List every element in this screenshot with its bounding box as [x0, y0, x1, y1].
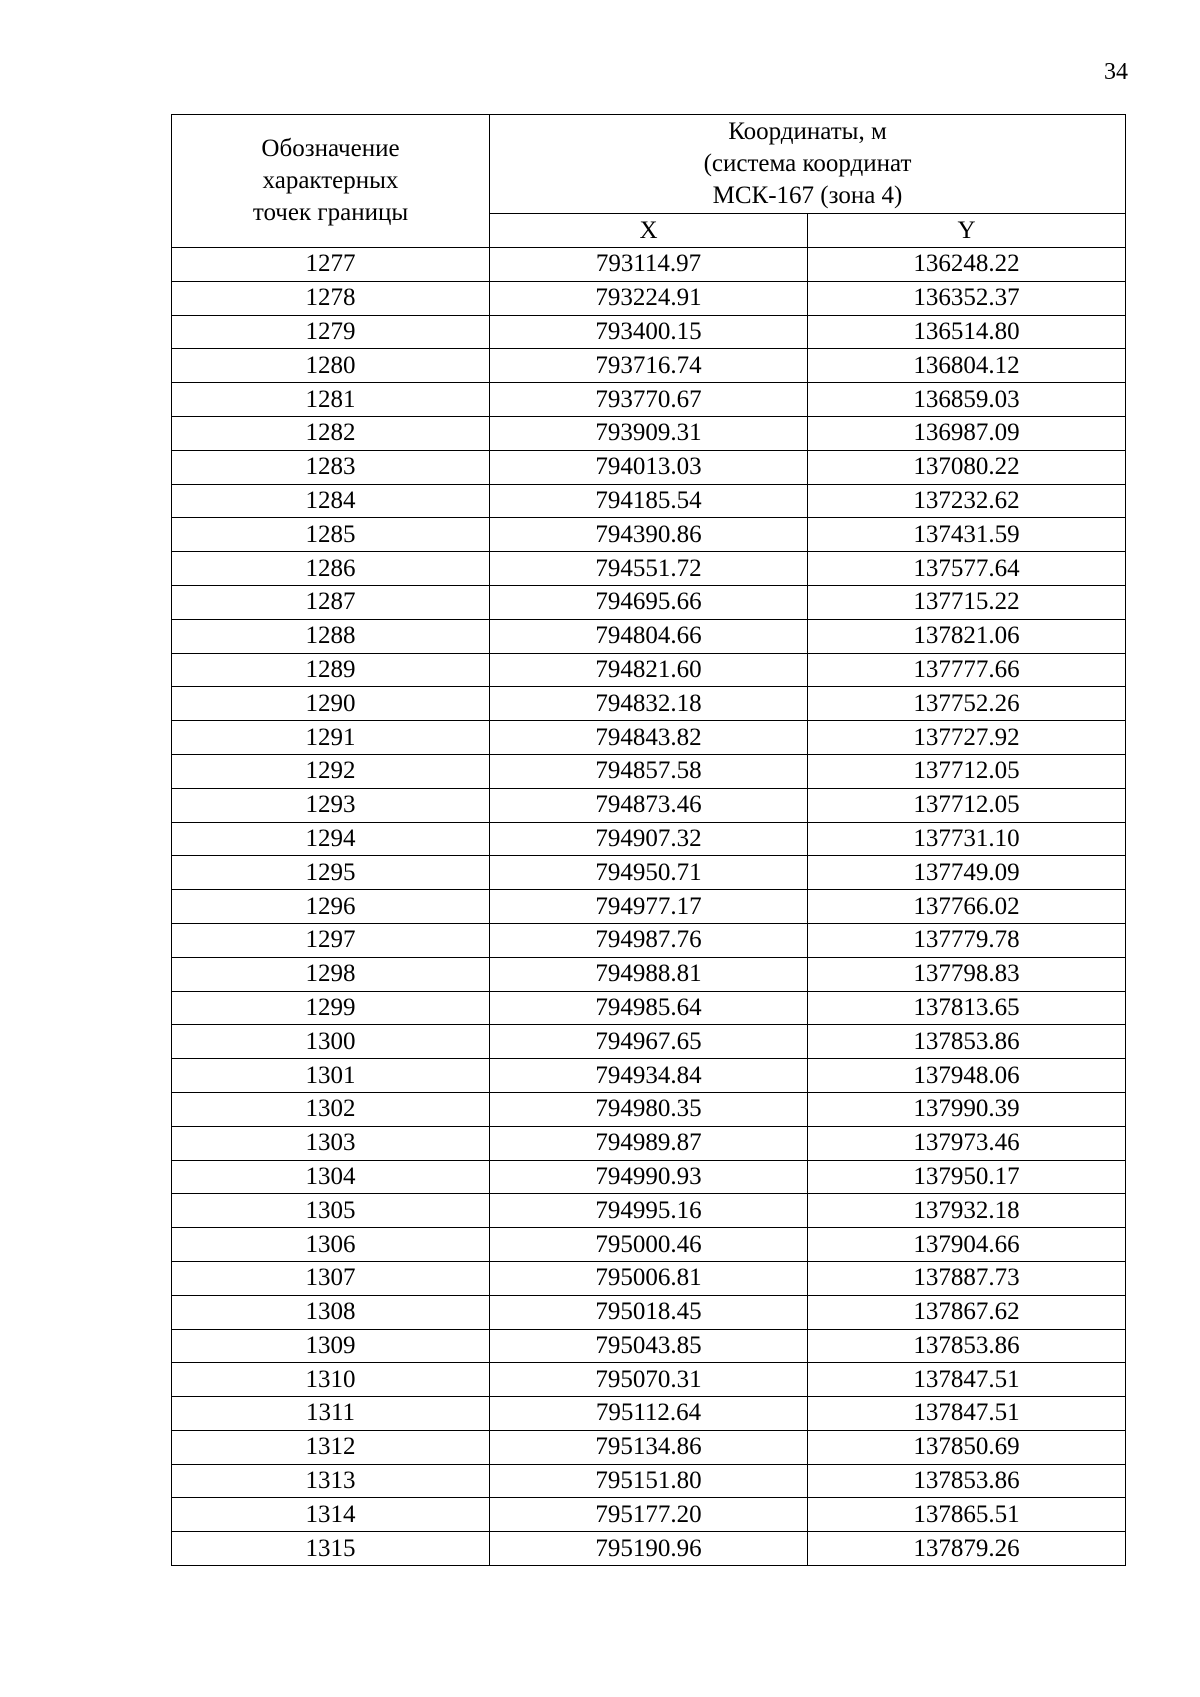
point-id-cell: 1309: [172, 1329, 490, 1363]
x-coordinate-cell: 795112.64: [490, 1397, 808, 1431]
table-row: [172, 416, 1126, 450]
table-row: [172, 484, 1126, 518]
y-coordinate-cell: 137932.18: [808, 1194, 1126, 1228]
point-id-cell: 1279: [172, 315, 490, 349]
point-id-cell: 1291: [172, 721, 490, 755]
y-coordinate-cell: 137904.66: [808, 1228, 1126, 1262]
table-row: [172, 1059, 1126, 1093]
point-id-cell: 1289: [172, 653, 490, 687]
point-id-cell: 1286: [172, 552, 490, 586]
y-coordinate-cell: 137749.09: [808, 856, 1126, 890]
table-row: [172, 1126, 1126, 1160]
y-coordinate-cell: 137973.46: [808, 1126, 1126, 1160]
coordinates-table: [171, 114, 1126, 1566]
point-id-cell: 1310: [172, 1363, 490, 1397]
point-id-cell: 1305: [172, 1194, 490, 1228]
x-coordinate-cell: 795006.81: [490, 1261, 808, 1295]
page-number: 34: [1104, 59, 1128, 85]
point-id-cell: 1281: [172, 383, 490, 417]
point-id-cell: 1308: [172, 1295, 490, 1329]
point-id-cell: 1277: [172, 248, 490, 282]
x-coordinate-cell: 795151.80: [490, 1464, 808, 1498]
y-coordinate-cell: 137950.17: [808, 1160, 1126, 1194]
table-row: [172, 383, 1126, 417]
point-id-cell: 1314: [172, 1498, 490, 1532]
y-coordinate-cell: 136804.12: [808, 349, 1126, 383]
x-coordinate-cell: 794804.66: [490, 619, 808, 653]
table-row: [172, 1194, 1126, 1228]
y-coordinate-cell: 137813.65: [808, 991, 1126, 1025]
y-coordinate-cell: 137080.22: [808, 450, 1126, 484]
point-id-cell: 1303: [172, 1126, 490, 1160]
y-coordinate-cell: 137867.62: [808, 1295, 1126, 1329]
table-row: [172, 1228, 1126, 1262]
x-coordinate-cell: 794857.58: [490, 754, 808, 788]
x-coordinate-cell: 795177.20: [490, 1498, 808, 1532]
x-coordinate-cell: 793770.67: [490, 383, 808, 417]
table-row: [172, 1397, 1126, 1431]
table-row: [172, 1092, 1126, 1126]
x-coordinate-cell: 795018.45: [490, 1295, 808, 1329]
x-coordinate-cell: 793400.15: [490, 315, 808, 349]
y-coordinate-cell: 137712.05: [808, 754, 1126, 788]
designation-header-line: характерных: [262, 167, 399, 194]
table-row: [172, 1464, 1126, 1498]
point-id-cell: 1292: [172, 754, 490, 788]
designation-header-line: Обозначение: [261, 135, 400, 162]
x-coordinate-cell: 793224.91: [490, 281, 808, 315]
y-coordinate-cell: 137853.86: [808, 1329, 1126, 1363]
y-coordinate-cell: 137577.64: [808, 552, 1126, 586]
table-row: [172, 923, 1126, 957]
x-coordinate-cell: 793716.74: [490, 349, 808, 383]
table-row: [172, 788, 1126, 822]
table-row: [172, 822, 1126, 856]
table-row: [172, 890, 1126, 924]
y-coordinate-cell: 137779.78: [808, 923, 1126, 957]
x-coordinate-cell: 794980.35: [490, 1092, 808, 1126]
table-row: [172, 957, 1126, 991]
table-row: [172, 687, 1126, 721]
y-coordinate-cell: 136987.09: [808, 416, 1126, 450]
point-id-cell: 1295: [172, 856, 490, 890]
table-body: [172, 248, 1126, 1566]
point-id-cell: 1280: [172, 349, 490, 383]
y-coordinate-cell: 136352.37: [808, 281, 1126, 315]
coordinates-header-line: Координаты, м: [728, 118, 887, 145]
y-coordinate-cell: 137887.73: [808, 1261, 1126, 1295]
table-row: [172, 281, 1126, 315]
table-row: [172, 1329, 1126, 1363]
table-row: [172, 619, 1126, 653]
table-row: [172, 585, 1126, 619]
y-column-header: Y: [808, 214, 1126, 248]
point-id-cell: 1288: [172, 619, 490, 653]
point-id-cell: 1297: [172, 923, 490, 957]
x-coordinate-cell: 795000.46: [490, 1228, 808, 1262]
x-coordinate-cell: 794989.87: [490, 1126, 808, 1160]
y-coordinate-cell: 137948.06: [808, 1059, 1126, 1093]
table-row: [172, 721, 1126, 755]
table-row: [172, 1025, 1126, 1059]
coordinates-header: [490, 115, 1126, 214]
y-coordinate-cell: 137727.92: [808, 721, 1126, 755]
coordinates-header-line: МСК-167 (зона 4): [712, 182, 903, 209]
y-coordinate-cell: 137990.39: [808, 1092, 1126, 1126]
y-coordinate-cell: 136514.80: [808, 315, 1126, 349]
x-coordinate-cell: 794967.65: [490, 1025, 808, 1059]
point-id-cell: 1302: [172, 1092, 490, 1126]
y-coordinate-cell: 136859.03: [808, 383, 1126, 417]
x-coordinate-cell: 794695.66: [490, 585, 808, 619]
y-coordinate-cell: 137777.66: [808, 653, 1126, 687]
y-coordinate-cell: 137712.05: [808, 788, 1126, 822]
table-row: [172, 1160, 1126, 1194]
table-row: [172, 1532, 1126, 1566]
x-coordinate-cell: 794832.18: [490, 687, 808, 721]
point-id-cell: 1293: [172, 788, 490, 822]
x-coordinate-cell: 794990.93: [490, 1160, 808, 1194]
point-id-cell: 1294: [172, 822, 490, 856]
x-coordinate-cell: 793909.31: [490, 416, 808, 450]
y-coordinate-cell: 137731.10: [808, 822, 1126, 856]
table-row: [172, 552, 1126, 586]
y-coordinate-cell: 137865.51: [808, 1498, 1126, 1532]
y-coordinate-cell: 137850.69: [808, 1430, 1126, 1464]
designation-header: [172, 115, 490, 248]
x-coordinate-cell: 794995.16: [490, 1194, 808, 1228]
x-coordinate-cell: 795043.85: [490, 1329, 808, 1363]
y-coordinate-cell: 137821.06: [808, 619, 1126, 653]
table-row: [172, 754, 1126, 788]
x-coordinate-cell: 794950.71: [490, 856, 808, 890]
point-id-cell: 1304: [172, 1160, 490, 1194]
point-id-cell: 1285: [172, 518, 490, 552]
x-coordinate-cell: 794987.76: [490, 923, 808, 957]
point-id-cell: 1311: [172, 1397, 490, 1431]
table-row: [172, 1295, 1126, 1329]
point-id-cell: 1312: [172, 1430, 490, 1464]
point-id-cell: 1290: [172, 687, 490, 721]
y-coordinate-cell: 137879.26: [808, 1532, 1126, 1566]
x-coordinate-cell: 794977.17: [490, 890, 808, 924]
y-coordinate-cell: 137847.51: [808, 1363, 1126, 1397]
x-coordinate-cell: 794985.64: [490, 991, 808, 1025]
table-row: [172, 248, 1126, 282]
point-id-cell: 1299: [172, 991, 490, 1025]
designation-header-line: точек границы: [252, 199, 409, 226]
y-coordinate-cell: 137752.26: [808, 687, 1126, 721]
y-coordinate-cell: 137853.86: [808, 1025, 1126, 1059]
point-id-cell: 1282: [172, 416, 490, 450]
x-coordinate-cell: 795134.86: [490, 1430, 808, 1464]
table-row: [172, 450, 1126, 484]
x-coordinate-cell: 795070.31: [490, 1363, 808, 1397]
y-coordinate-cell: 136248.22: [808, 248, 1126, 282]
point-id-cell: 1300: [172, 1025, 490, 1059]
x-coordinate-cell: 794013.03: [490, 450, 808, 484]
table-row: [172, 1363, 1126, 1397]
point-id-cell: 1296: [172, 890, 490, 924]
table-row: [172, 349, 1126, 383]
point-id-cell: 1306: [172, 1228, 490, 1262]
y-coordinate-cell: 137715.22: [808, 585, 1126, 619]
table-row: [172, 1261, 1126, 1295]
point-id-cell: 1313: [172, 1464, 490, 1498]
y-coordinate-cell: 137766.02: [808, 890, 1126, 924]
table-row: [172, 856, 1126, 890]
table-row: [172, 518, 1126, 552]
x-coordinate-cell: 794873.46: [490, 788, 808, 822]
x-coordinate-cell: 794934.84: [490, 1059, 808, 1093]
point-id-cell: 1283: [172, 450, 490, 484]
point-id-cell: 1284: [172, 484, 490, 518]
point-id-cell: 1298: [172, 957, 490, 991]
table-row: [172, 1498, 1126, 1532]
x-coordinate-cell: 795190.96: [490, 1532, 808, 1566]
point-id-cell: 1307: [172, 1261, 490, 1295]
point-id-cell: 1278: [172, 281, 490, 315]
x-coordinate-cell: 794390.86: [490, 518, 808, 552]
table-row: [172, 1430, 1126, 1464]
table-row: [172, 315, 1126, 349]
table-row: [172, 991, 1126, 1025]
x-coordinate-cell: 794988.81: [490, 957, 808, 991]
point-id-cell: 1287: [172, 585, 490, 619]
x-coordinate-cell: 794185.54: [490, 484, 808, 518]
x-coordinate-cell: 794821.60: [490, 653, 808, 687]
point-id-cell: 1301: [172, 1059, 490, 1093]
x-coordinate-cell: 793114.97: [490, 248, 808, 282]
table-row: [172, 653, 1126, 687]
y-coordinate-cell: 137798.83: [808, 957, 1126, 991]
y-coordinate-cell: 137853.86: [808, 1464, 1126, 1498]
x-coordinate-cell: 794907.32: [490, 822, 808, 856]
x-coordinate-cell: 794551.72: [490, 552, 808, 586]
x-coordinate-cell: 794843.82: [490, 721, 808, 755]
coordinates-header-line: (система координат: [703, 150, 912, 177]
point-id-cell: 1315: [172, 1532, 490, 1566]
y-coordinate-cell: 137431.59: [808, 518, 1126, 552]
x-column-header: X: [490, 214, 808, 248]
y-coordinate-cell: 137232.62: [808, 484, 1126, 518]
header-row-top: [172, 115, 1126, 214]
y-coordinate-cell: 137847.51: [808, 1397, 1126, 1431]
